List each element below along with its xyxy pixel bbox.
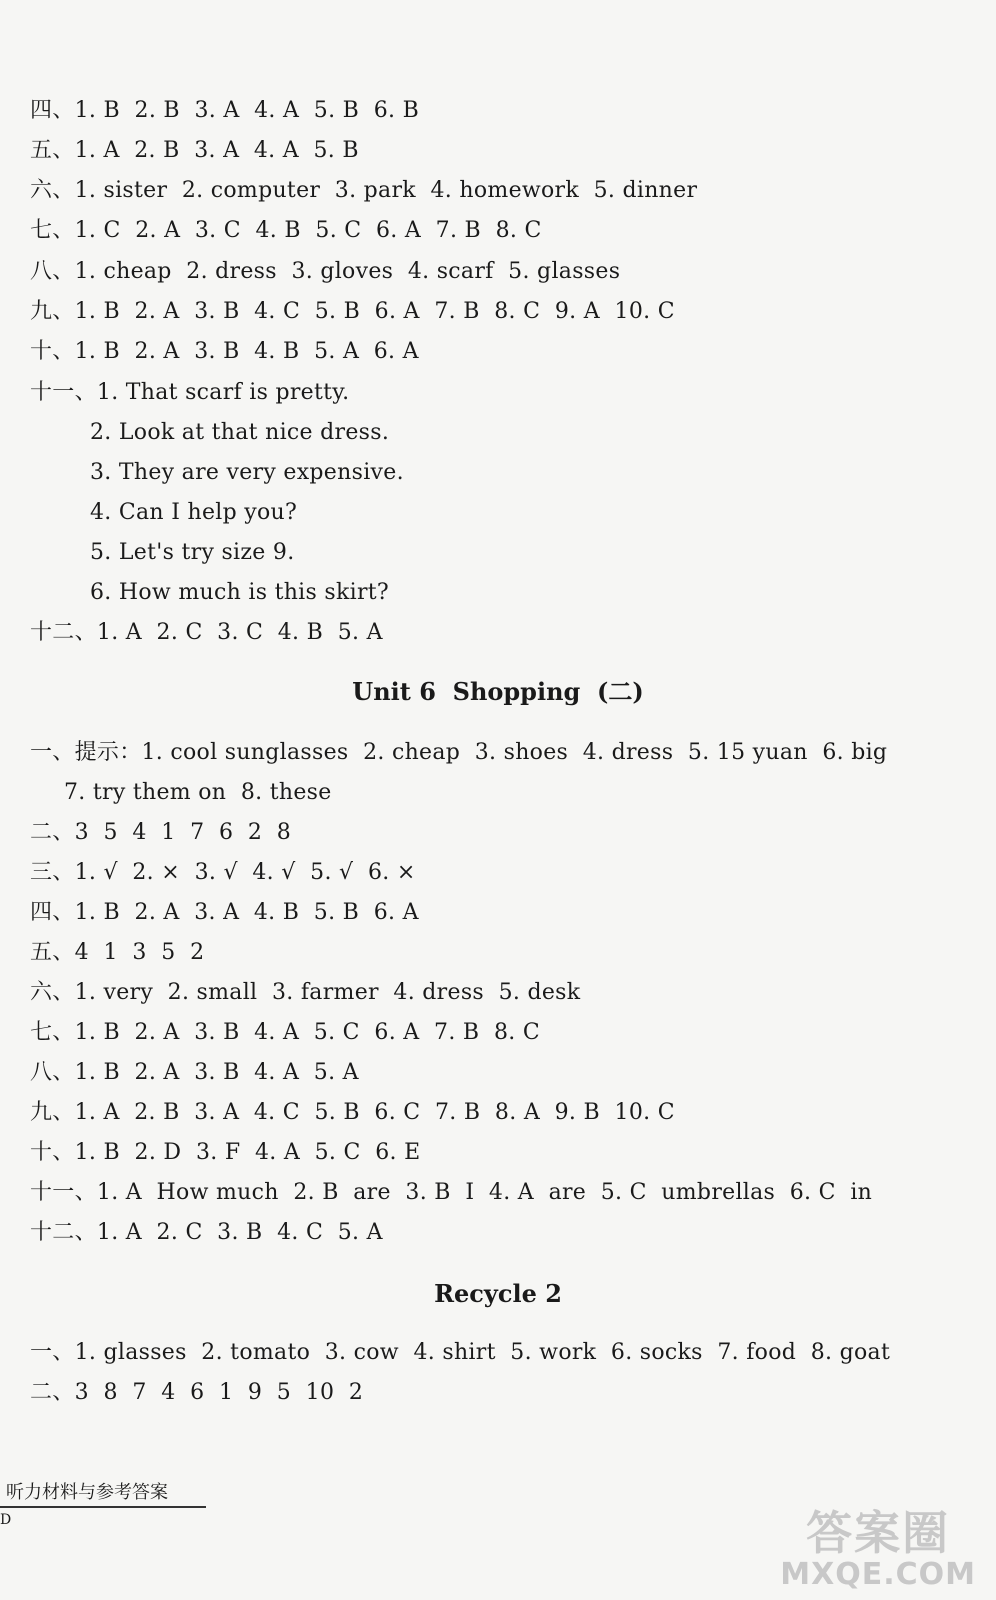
answer-line: 三、1. √ 2. × 3. √ 4. √ 5. √ 6. × [30, 860, 416, 885]
answer-line: 十一、1. A How much 2. B are 3. B I 4. A are 5. C umbrellas 6. C in [30, 1180, 873, 1205]
section-heading-unit6: Unit 6 Shopping (二) [352, 677, 644, 706]
answer-line: 十一、1. That scarf is pretty. [30, 380, 350, 405]
answer-line: 八、1. B 2. A 3. B 4. A 5. A [30, 1060, 359, 1085]
answer-line: 六、1. sister 2. computer 3. park 4. homework 5. dinner [30, 178, 698, 203]
answer-line: 6. How much is this skirt? [90, 580, 390, 605]
answer-line: 5. Let's try size 9. [90, 540, 295, 565]
answer-line: 一、提示：1. cool sunglasses 2. cheap 3. shoes 4. dress 5. 15 yuan 6. big [30, 740, 888, 765]
answer-line: 二、3 8 7 4 6 1 9 5 10 2 [30, 1380, 364, 1405]
answer-line: 十、1. B 2. D 3. F 4. A 5. C 6. E [30, 1140, 421, 1165]
answer-line: 二、3 5 4 1 7 6 2 8 [30, 820, 292, 845]
footer-title: 听力材料与参考答案 [0, 1480, 206, 1508]
answer-line: 七、1. B 2. A 3. B 4. A 5. C 6. A 7. B 8. C [30, 1020, 541, 1045]
page-number: D [0, 1512, 12, 1528]
answer-line: 十二、1. A 2. C 3. B 4. C 5. A [30, 1220, 383, 1245]
answer-line: 2. Look at that nice dress. [90, 420, 390, 445]
watermark-bottom: MXQE.COM [780, 1557, 976, 1592]
answer-line: 十、1. B 2. A 3. B 4. B 5. A 6. A [30, 339, 419, 364]
answer-line: 十二、1. A 2. C 3. C 4. B 5. A [30, 620, 383, 645]
answer-line: 7. try them on 8. these [64, 780, 332, 805]
answer-line: 四、1. B 2. A 3. A 4. B 5. B 6. A [30, 900, 419, 925]
watermark-top: 答案圈 [806, 1506, 951, 1560]
answer-line: 3. They are very expensive. [90, 460, 404, 485]
section-heading-recycle: Recycle 2 [434, 1279, 562, 1308]
answer-line: 五、1. A 2. B 3. A 4. A 5. B [30, 138, 359, 163]
watermark-logo [780, 1506, 976, 1592]
answer-line: 五、4 1 3 5 2 [30, 940, 205, 965]
answer-line: 六、1. very 2. small 3. farmer 4. dress 5. desk [30, 980, 581, 1005]
answer-line: 一、1. glasses 2. tomato 3. cow 4. shirt 5. work 6. socks 7. food 8. goat [30, 1340, 891, 1365]
answer-line: 七、1. C 2. A 3. C 4. B 5. C 6. A 7. B 8. C [30, 218, 542, 243]
answer-line: 四、1. B 2. B 3. A 4. A 5. B 6. B [30, 98, 420, 123]
answer-line: 九、1. B 2. A 3. B 4. C 5. B 6. A 7. B 8. C 9. A 10. C [30, 299, 675, 324]
answer-line: 九、1. A 2. B 3. A 4. C 5. B 6. C 7. B 8. A 9. B 10. C [30, 1100, 675, 1125]
answer-line: 八、1. cheap 2. dress 3. gloves 4. scarf 5. glasses [30, 259, 621, 284]
answer-line: 4. Can I help you? [90, 500, 298, 525]
